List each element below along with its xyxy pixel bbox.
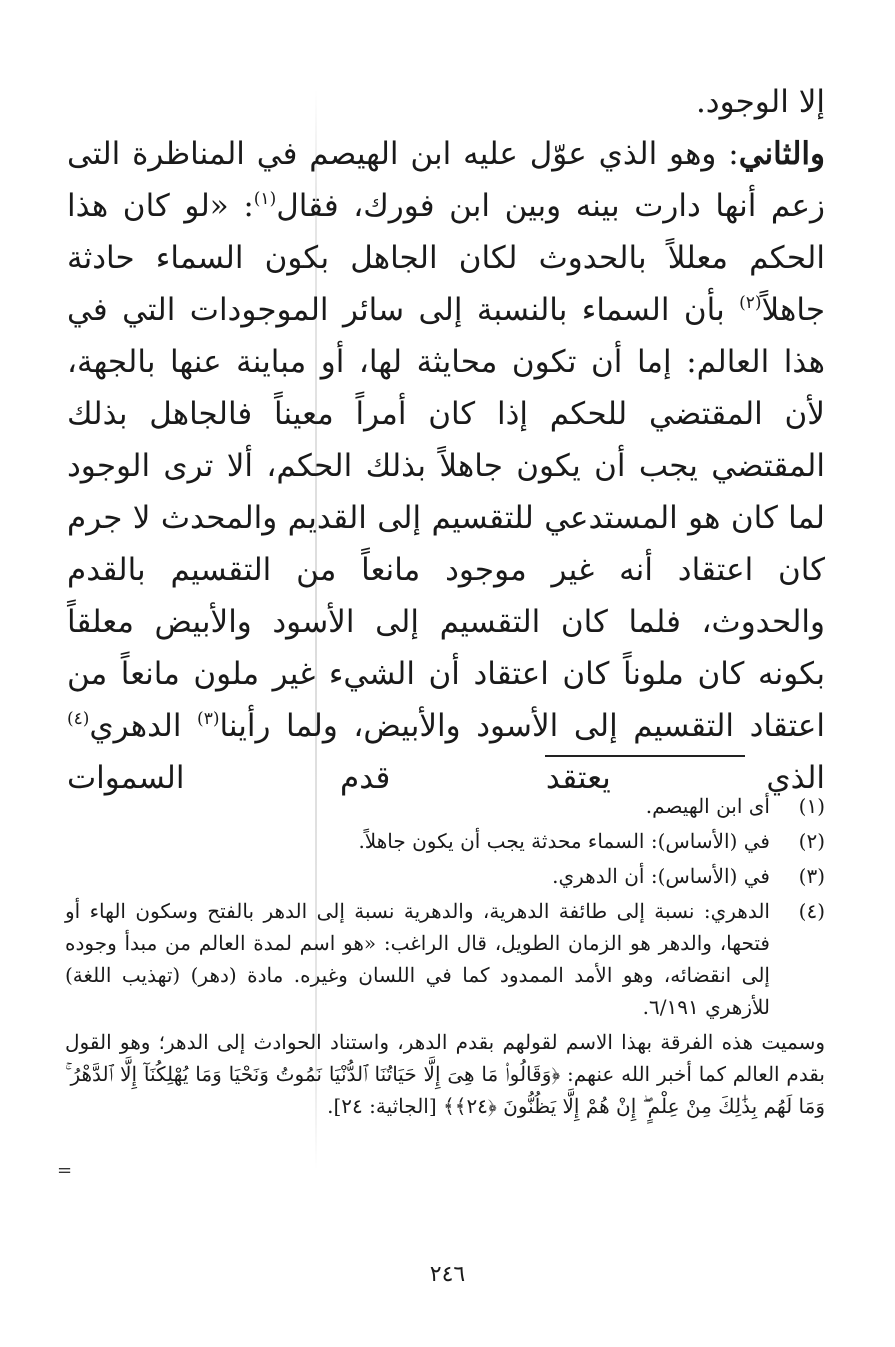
paragraph-lead-word: والثاني	[738, 136, 825, 172]
footnote-ref-3: (٣)	[197, 709, 220, 729]
footnote-text: الدهري: نسبة إلى طائفة الدهرية، والدهرية نسبة إلى الدهر بالفتح وسكون الهاء أو فتحها، والدهر هو الزمان الطويل، قال الراغب: «هو اسم لمدة العالم من مبدأ وجوده إلى انقضائه، وهو الأمد الممدود كما في اللسان وغيره. مادة (دهر) (تهذيب اللغة) للأزهري ٦/١٩١.	[65, 899, 770, 1019]
main-paragraph	[67, 128, 825, 804]
footnote-number: (٢)	[798, 829, 825, 853]
main-first-line: إلا الوجود.	[695, 84, 825, 120]
footnote-4	[65, 895, 825, 1023]
margin-mark: =	[57, 1160, 73, 1181]
footnote-continuation: وسميت هذه الفرقة بهذا الاسم لقولهم بقدم الدهر، واستناد الحوادث إلى الدهر؛ وهو القول بقدم العالم كما أخبر الله عنهم: ﴿وَقَالُوا۟ مَا هِىَ إِلَّا حَيَاتُنَا ٱلدُّنْيَا نَمُوتُ وَنَحْيَا وَمَا يُهْلِكُنَآ إِلَّا ٱلدَّهْرُ ۚ وَمَا لَهُم بِذَٰلِكَ مِنْ عِلْمٍ ۖ إِنْ هُمْ إِلَّا يَظُنُّونَ ﴿٢٤﴾﴾ [الجاثية: ٢٤].	[65, 1030, 825, 1118]
paragraph-text-part-2: : «لو كان هذا الحكم معللاً بالحدوث لكان الجاهل بكون السماء حادثة جاهلاً	[67, 188, 825, 328]
footnote-text: في (الأساس): السماء محدثة يجب أن يكون جاهلاً.	[358, 829, 770, 853]
footnotes	[65, 790, 825, 1122]
page-number: ٢٤٦	[429, 1262, 466, 1287]
footnote-3	[65, 860, 825, 892]
paragraph-text-part-1: : وهو الذي عوّل عليه ابن الهيصم في المناظرة التى زعم أنها دارت بينه وبين ابن فورك، فقال	[67, 136, 825, 224]
footnote-ref-1: (١)	[253, 189, 277, 209]
footnote-1	[65, 790, 825, 822]
footnote-ref-2: (٢)	[739, 293, 762, 313]
footnote-ref-4: (٤)	[67, 709, 90, 729]
footnote-text: أى ابن الهيصم.	[645, 794, 770, 818]
paragraph-text-part-5: الذي يعتقد قدم السموات	[67, 760, 825, 796]
main-text	[67, 76, 825, 804]
footnote-number: (٣)	[798, 864, 825, 888]
paragraph-text-part-3: بأن السماء بالنسبة إلى سائر الموجودات التي في هذا العالم: إما أن تكون محايثة لها، أو مباينة عنها بالجهة، لأن المقتضي للحكم إذا كان أمراً معيناً فالجاهل بذلك المقتضي يجب أن يكون جاهلاً بذلك الحكم، ألا ترى الوجود لما كان هو المستدعي للتقسيم إلى القديم والمحدث لا جرم كان اعتقاد أنه غير موجود مانعاً من التقسيم بالقدم والحدوث، فلما كان التقسيم إلى الأسود والأبيض معلقاً بكونه كان ملوناً كان اعتقاد أن الشيء غير ملون مانعاً من اعتقاد التقسيم إلى الأسود والأبيض، ولما رأينا	[67, 292, 826, 744]
footnote-number: (٤)	[798, 899, 825, 923]
footnote-text: في (الأساس): أن الدهري.	[552, 864, 770, 888]
paragraph-text-part-4: الدهري	[89, 708, 198, 744]
footnote-number: (١)	[798, 794, 825, 818]
footnote-2	[65, 825, 825, 857]
footnote-separator	[545, 755, 745, 757]
